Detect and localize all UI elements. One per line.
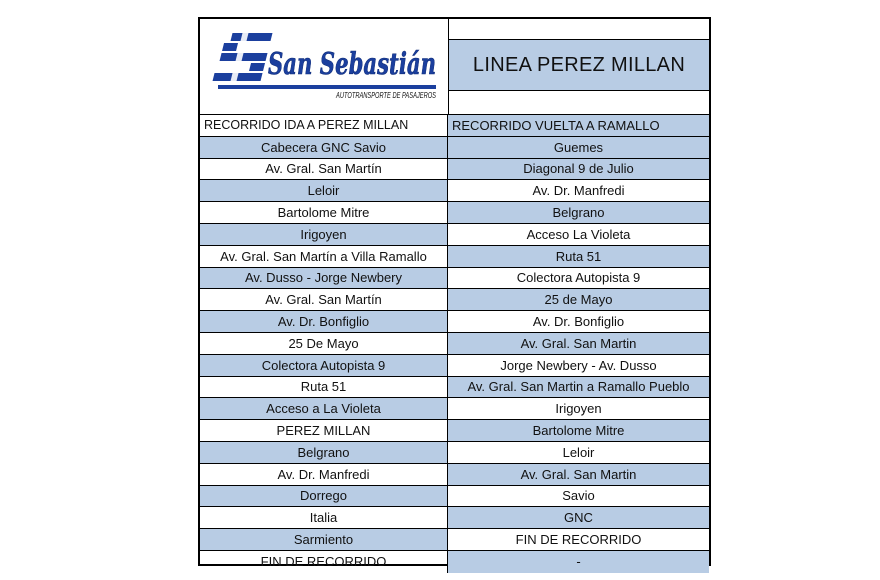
- route-title: LINEA PEREZ MILLAN: [449, 40, 709, 91]
- table-header: [200, 19, 709, 115]
- ida-stop: PEREZ MILLAN: [200, 420, 448, 441]
- table-row: [200, 398, 709, 420]
- vuelta-stop: GNC: [448, 507, 709, 528]
- vuelta-stop: Av. Gral. San Martin: [448, 464, 709, 485]
- ida-stop: Av. Gral. San Martín a Villa Ramallo: [200, 246, 448, 267]
- ida-stop: Italia: [200, 507, 448, 528]
- vuelta-stop: Jorge Newbery - Av. Dusso: [500, 357, 657, 373]
- vuelta-stop: Guemes: [448, 137, 709, 158]
- table-row: [200, 551, 709, 573]
- ida-stop: Colectora Autopista 9: [200, 355, 448, 376]
- table-row: [200, 529, 709, 551]
- vuelta-stop: FIN DE RECORRIDO: [515, 532, 642, 548]
- ida-stop: Av. Gral. San Martín: [200, 289, 448, 310]
- vuelta-stop: Belgrano: [448, 202, 709, 223]
- vuelta-stop: Savio: [562, 488, 595, 504]
- ida-stop: Av. Gral. San Martín: [200, 159, 448, 180]
- ida-stop: Av. Dr. Bonfiglio: [200, 311, 448, 332]
- vuelta-stop: Av. Gral. San Martin a Ramallo Pueblo: [448, 377, 709, 398]
- vuelta-stop: Ruta 51: [448, 246, 709, 267]
- title-spacer-top: [449, 19, 709, 40]
- table-row: [200, 442, 709, 464]
- title-spacer-bottom: [449, 91, 709, 114]
- vuelta-stop: -: [448, 551, 709, 573]
- table-row: [200, 246, 709, 268]
- column-header-ida: RECORRIDO IDA A PEREZ MILLAN: [200, 115, 448, 136]
- table-row: [200, 311, 709, 333]
- vuelta-stop: Bartolome Mitre: [448, 420, 709, 441]
- ida-stop: Sarmiento: [200, 529, 448, 550]
- ida-stop: Belgrano: [200, 442, 448, 463]
- table-row: [200, 507, 709, 529]
- vuelta-stop: 25 de Mayo: [448, 289, 709, 310]
- vuelta-stop: Acceso La Violeta: [526, 226, 631, 242]
- logo-subtitle-text: AUTOTRANSPORTE DE PASAJEROS: [335, 91, 437, 100]
- logo-brand-text: San Sebastián: [268, 47, 436, 82]
- column-header-vuelta: RECORRIDO VUELTA A RAMALLO: [448, 115, 709, 136]
- table-row: [200, 420, 709, 442]
- column-header-row: [200, 115, 709, 137]
- vuelta-stop: Leloir: [562, 444, 595, 460]
- ida-stop: Av. Dusso - Jorge Newbery: [200, 268, 448, 289]
- company-logo: [200, 19, 448, 114]
- table-row: [200, 137, 709, 159]
- vuelta-stop: Av. Gral. San Martin: [448, 333, 709, 354]
- ida-stop: 25 De Mayo: [200, 333, 448, 354]
- vuelta-stop: Irigoyen: [555, 401, 602, 417]
- ida-stop: Av. Dr. Manfredi: [200, 464, 448, 485]
- table-row: [200, 180, 709, 202]
- table-row: [200, 202, 709, 224]
- table-row: [200, 224, 709, 246]
- table-row: [200, 464, 709, 486]
- table-row: [200, 486, 709, 508]
- vuelta-stop: Av. Dr. Manfredi: [532, 183, 625, 199]
- vuelta-stop: Colectora Autopista 9: [516, 270, 641, 286]
- logo-s-emblem-icon: [213, 33, 273, 81]
- ida-stop: Dorrego: [200, 486, 448, 507]
- table-row: [200, 159, 709, 181]
- ida-stop: Ruta 51: [200, 377, 448, 398]
- route-table: [198, 17, 711, 570]
- ida-stop: Leloir: [200, 180, 448, 201]
- table-row: [200, 268, 709, 290]
- vuelta-stop: Diagonal 9 de Julio: [448, 159, 709, 180]
- vuelta-stop: Av. Dr. Bonfiglio: [532, 314, 625, 330]
- ida-stop: Bartolome Mitre: [200, 202, 448, 223]
- table-row: [200, 289, 709, 311]
- logo-cell: [200, 19, 449, 114]
- table-row: [200, 377, 709, 399]
- ida-stop: FIN DE RECORRIDO: [200, 551, 448, 573]
- table-row: [200, 333, 709, 355]
- ida-stop: Acceso a La Violeta: [200, 398, 448, 419]
- ida-stop: Cabecera GNC Savio: [200, 137, 448, 158]
- route-rows: [200, 115, 709, 573]
- table-row: [200, 355, 709, 377]
- ida-stop: Irigoyen: [200, 224, 448, 245]
